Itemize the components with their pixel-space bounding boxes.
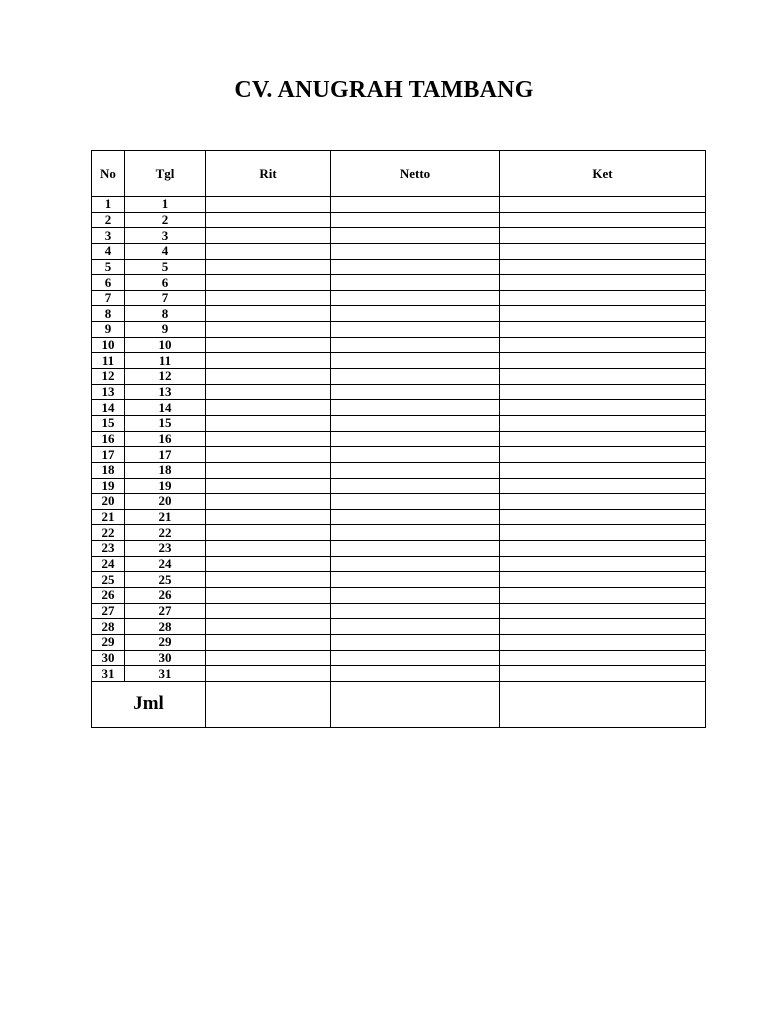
cell-ket xyxy=(500,322,706,338)
table-row xyxy=(92,259,706,275)
table-row xyxy=(92,290,706,306)
cell-ket xyxy=(500,306,706,322)
cell-no: 17 xyxy=(92,447,125,463)
total-netto-cell xyxy=(331,681,500,727)
cell-ket xyxy=(500,494,706,510)
header-ket: Ket xyxy=(500,151,706,197)
cell-rit xyxy=(206,197,331,213)
table-row xyxy=(92,431,706,447)
cell-netto xyxy=(331,478,500,494)
table-row xyxy=(92,275,706,291)
cell-rit xyxy=(206,384,331,400)
table-row xyxy=(92,306,706,322)
total-row xyxy=(92,681,706,727)
cell-no: 5 xyxy=(92,259,125,275)
cell-no: 9 xyxy=(92,322,125,338)
cell-netto xyxy=(331,369,500,385)
table-row xyxy=(92,462,706,478)
cell-ket xyxy=(500,478,706,494)
cell-no: 31 xyxy=(92,666,125,682)
cell-no: 15 xyxy=(92,415,125,431)
cell-no: 26 xyxy=(92,588,125,604)
cell-no: 29 xyxy=(92,634,125,650)
cell-no: 16 xyxy=(92,431,125,447)
cell-netto xyxy=(331,603,500,619)
cell-tgl: 27 xyxy=(125,603,206,619)
table-row xyxy=(92,619,706,635)
cell-netto xyxy=(331,400,500,416)
cell-rit xyxy=(206,462,331,478)
cell-tgl: 5 xyxy=(125,259,206,275)
table-row xyxy=(92,212,706,228)
cell-netto xyxy=(331,556,500,572)
table-body xyxy=(92,197,706,682)
table-row xyxy=(92,603,706,619)
page-title: CV. ANUGRAH TAMBANG xyxy=(234,77,534,103)
cell-ket xyxy=(500,275,706,291)
cell-netto xyxy=(331,197,500,213)
cell-tgl: 13 xyxy=(125,384,206,400)
cell-ket xyxy=(500,431,706,447)
cell-no: 2 xyxy=(92,212,125,228)
cell-no: 3 xyxy=(92,228,125,244)
header-netto: Netto xyxy=(331,151,500,197)
cell-tgl: 8 xyxy=(125,306,206,322)
table-row xyxy=(92,353,706,369)
table-row xyxy=(92,228,706,244)
cell-rit xyxy=(206,243,331,259)
cell-ket xyxy=(500,572,706,588)
cell-netto xyxy=(331,650,500,666)
cell-rit xyxy=(206,400,331,416)
cell-tgl: 16 xyxy=(125,431,206,447)
cell-netto xyxy=(331,306,500,322)
cell-ket xyxy=(500,619,706,635)
cell-rit xyxy=(206,494,331,510)
cell-ket xyxy=(500,509,706,525)
cell-tgl: 22 xyxy=(125,525,206,541)
total-rit-cell xyxy=(206,681,331,727)
cell-rit xyxy=(206,259,331,275)
table-row xyxy=(92,384,706,400)
cell-rit xyxy=(206,666,331,682)
cell-no: 10 xyxy=(92,337,125,353)
cell-rit xyxy=(206,588,331,604)
cell-tgl: 14 xyxy=(125,400,206,416)
cell-no: 22 xyxy=(92,525,125,541)
cell-tgl: 21 xyxy=(125,509,206,525)
table-row xyxy=(92,509,706,525)
cell-no: 11 xyxy=(92,353,125,369)
cell-rit xyxy=(206,525,331,541)
cell-ket xyxy=(500,353,706,369)
cell-no: 24 xyxy=(92,556,125,572)
cell-tgl: 3 xyxy=(125,228,206,244)
cell-ket xyxy=(500,384,706,400)
cell-netto xyxy=(331,337,500,353)
cell-no: 19 xyxy=(92,478,125,494)
cell-no: 13 xyxy=(92,384,125,400)
cell-tgl: 4 xyxy=(125,243,206,259)
table-row xyxy=(92,588,706,604)
cell-tgl: 29 xyxy=(125,634,206,650)
cell-netto xyxy=(331,322,500,338)
cell-ket xyxy=(500,447,706,463)
cell-no: 8 xyxy=(92,306,125,322)
cell-tgl: 10 xyxy=(125,337,206,353)
cell-rit xyxy=(206,650,331,666)
table-row xyxy=(92,322,706,338)
cell-ket xyxy=(500,603,706,619)
cell-no: 27 xyxy=(92,603,125,619)
cell-rit xyxy=(206,290,331,306)
cell-ket xyxy=(500,650,706,666)
table-row xyxy=(92,197,706,213)
cell-ket xyxy=(500,462,706,478)
cell-no: 4 xyxy=(92,243,125,259)
cell-no: 30 xyxy=(92,650,125,666)
cell-rit xyxy=(206,619,331,635)
table-row xyxy=(92,369,706,385)
cell-ket xyxy=(500,415,706,431)
cell-rit xyxy=(206,353,331,369)
table-row xyxy=(92,634,706,650)
cell-no: 28 xyxy=(92,619,125,635)
table-row xyxy=(92,541,706,557)
cell-ket xyxy=(500,541,706,557)
cell-netto xyxy=(331,243,500,259)
cell-tgl: 18 xyxy=(125,462,206,478)
cell-tgl: 26 xyxy=(125,588,206,604)
cell-ket xyxy=(500,197,706,213)
cell-ket xyxy=(500,228,706,244)
cell-rit xyxy=(206,556,331,572)
cell-tgl: 11 xyxy=(125,353,206,369)
cell-no: 14 xyxy=(92,400,125,416)
cell-rit xyxy=(206,306,331,322)
total-ket-cell xyxy=(500,681,706,727)
cell-rit xyxy=(206,228,331,244)
cell-no: 20 xyxy=(92,494,125,510)
cell-rit xyxy=(206,369,331,385)
cell-ket xyxy=(500,212,706,228)
cell-ket xyxy=(500,337,706,353)
cell-tgl: 23 xyxy=(125,541,206,557)
cell-netto xyxy=(331,572,500,588)
header-rit: Rit xyxy=(206,151,331,197)
cell-tgl: 1 xyxy=(125,197,206,213)
cell-netto xyxy=(331,525,500,541)
cell-no: 7 xyxy=(92,290,125,306)
cell-netto xyxy=(331,494,500,510)
cell-rit xyxy=(206,603,331,619)
cell-netto xyxy=(331,228,500,244)
cell-netto xyxy=(331,447,500,463)
cell-tgl: 12 xyxy=(125,369,206,385)
table-row xyxy=(92,494,706,510)
delivery-log-table xyxy=(91,150,706,728)
cell-rit xyxy=(206,322,331,338)
cell-rit xyxy=(206,509,331,525)
cell-rit xyxy=(206,275,331,291)
cell-tgl: 2 xyxy=(125,212,206,228)
table-row xyxy=(92,556,706,572)
cell-netto xyxy=(331,290,500,306)
table-footer xyxy=(92,681,706,727)
cell-netto xyxy=(331,588,500,604)
cell-tgl: 9 xyxy=(125,322,206,338)
cell-netto xyxy=(331,384,500,400)
table-row xyxy=(92,243,706,259)
cell-tgl: 19 xyxy=(125,478,206,494)
cell-no: 23 xyxy=(92,541,125,557)
table-row xyxy=(92,650,706,666)
cell-netto xyxy=(331,212,500,228)
cell-tgl: 17 xyxy=(125,447,206,463)
cell-ket xyxy=(500,369,706,385)
cell-netto xyxy=(331,275,500,291)
cell-ket xyxy=(500,634,706,650)
cell-netto xyxy=(331,509,500,525)
cell-rit xyxy=(206,431,331,447)
cell-rit xyxy=(206,572,331,588)
table-row xyxy=(92,525,706,541)
cell-no: 12 xyxy=(92,369,125,385)
cell-netto xyxy=(331,541,500,557)
cell-ket xyxy=(500,666,706,682)
cell-tgl: 7 xyxy=(125,290,206,306)
header-row xyxy=(92,151,706,197)
table-row xyxy=(92,572,706,588)
table-row xyxy=(92,666,706,682)
cell-netto xyxy=(331,462,500,478)
cell-netto xyxy=(331,353,500,369)
cell-netto xyxy=(331,619,500,635)
cell-tgl: 28 xyxy=(125,619,206,635)
cell-netto xyxy=(331,415,500,431)
cell-rit xyxy=(206,447,331,463)
cell-no: 18 xyxy=(92,462,125,478)
table-row xyxy=(92,415,706,431)
cell-ket xyxy=(500,290,706,306)
cell-tgl: 6 xyxy=(125,275,206,291)
cell-no: 6 xyxy=(92,275,125,291)
table-row xyxy=(92,478,706,494)
cell-tgl: 31 xyxy=(125,666,206,682)
cell-tgl: 20 xyxy=(125,494,206,510)
cell-netto xyxy=(331,634,500,650)
table-row xyxy=(92,337,706,353)
total-label: Jml xyxy=(92,681,206,727)
cell-tgl: 24 xyxy=(125,556,206,572)
table-header xyxy=(92,151,706,197)
header-no: No xyxy=(92,151,125,197)
cell-netto xyxy=(331,259,500,275)
cell-tgl: 25 xyxy=(125,572,206,588)
cell-no: 1 xyxy=(92,197,125,213)
table-row xyxy=(92,400,706,416)
cell-no: 25 xyxy=(92,572,125,588)
cell-ket xyxy=(500,243,706,259)
cell-rit xyxy=(206,415,331,431)
table-row xyxy=(92,447,706,463)
cell-ket xyxy=(500,400,706,416)
cell-rit xyxy=(206,212,331,228)
cell-rit xyxy=(206,634,331,650)
cell-tgl: 30 xyxy=(125,650,206,666)
cell-netto xyxy=(331,431,500,447)
cell-rit xyxy=(206,541,331,557)
cell-ket xyxy=(500,259,706,275)
cell-no: 21 xyxy=(92,509,125,525)
cell-rit xyxy=(206,337,331,353)
cell-ket xyxy=(500,588,706,604)
cell-rit xyxy=(206,478,331,494)
cell-ket xyxy=(500,525,706,541)
cell-ket xyxy=(500,556,706,572)
header-tgl: Tgl xyxy=(125,151,206,197)
cell-tgl: 15 xyxy=(125,415,206,431)
cell-netto xyxy=(331,666,500,682)
